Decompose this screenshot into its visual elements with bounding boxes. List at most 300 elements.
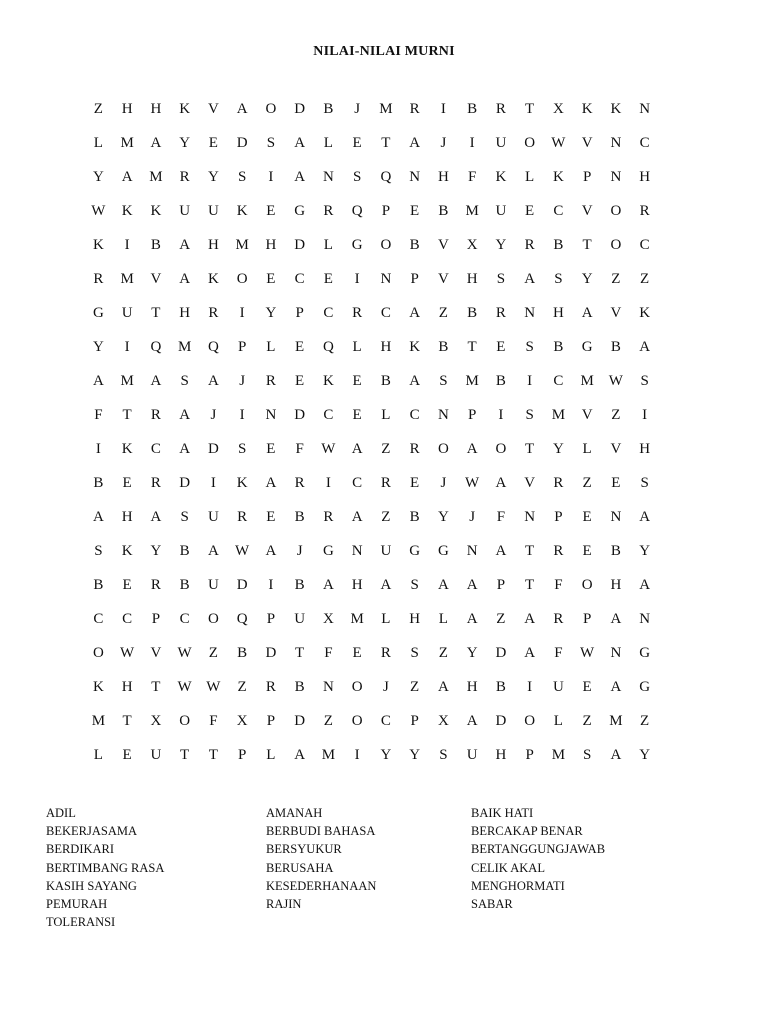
grid-letter: C xyxy=(553,203,564,219)
grid-row xyxy=(84,364,684,398)
grid-letter: A xyxy=(294,135,306,151)
grid-letter: O xyxy=(351,713,363,729)
grid-letter: L xyxy=(553,713,563,729)
grid-letter: A xyxy=(207,543,219,559)
grid-letter: E xyxy=(352,407,362,423)
grid-letter: D xyxy=(294,101,306,117)
grid-letter: V xyxy=(581,203,593,219)
grid-letter: A xyxy=(236,101,248,117)
grid-letter: A xyxy=(322,577,334,593)
grid-letter: R xyxy=(639,203,650,219)
grid-letter: E xyxy=(266,509,276,525)
grid-letter: H xyxy=(409,611,421,627)
grid-letter: J xyxy=(469,509,476,525)
grid-letter: F xyxy=(554,645,563,661)
grid-letter: C xyxy=(380,713,391,729)
grid-letter: R xyxy=(179,169,190,185)
grid-letter: B xyxy=(294,509,305,525)
grid-letter: H xyxy=(466,271,478,287)
grid-row xyxy=(84,670,684,704)
grid-letter: A xyxy=(639,509,651,525)
grid-letter: K xyxy=(92,679,104,695)
grid-letter: H xyxy=(552,305,564,321)
grid-letter: I xyxy=(354,747,360,763)
grid-letter: E xyxy=(295,339,305,355)
grid-letter: F xyxy=(94,407,103,423)
grid-letter: G xyxy=(409,543,421,559)
grid-letter: O xyxy=(524,713,536,729)
grid-letter: D xyxy=(265,645,277,661)
grid-row xyxy=(84,160,684,194)
grid-letter: V xyxy=(581,135,593,151)
grid-letter: Z xyxy=(438,645,448,661)
grid-letter: T xyxy=(122,407,132,423)
grid-letter: I xyxy=(95,441,101,457)
grid-letter: Z xyxy=(640,271,650,287)
grid-letter: M xyxy=(551,747,566,763)
grid-letter: R xyxy=(150,577,161,593)
grid-letter: O xyxy=(495,441,507,457)
grid-letter: T xyxy=(180,747,190,763)
grid-letter: F xyxy=(295,441,304,457)
grid-letter: U xyxy=(121,305,133,321)
grid-letter: H xyxy=(121,101,133,117)
grid-letter: S xyxy=(525,407,534,423)
grid-letter: R xyxy=(323,203,334,219)
grid-letter: M xyxy=(177,339,192,355)
grid-letter: P xyxy=(525,747,534,763)
grid-letter: M xyxy=(465,203,479,219)
grid-letter: K xyxy=(121,203,133,219)
grid-letter: U xyxy=(150,747,162,763)
grid-letter: B xyxy=(380,373,391,389)
grid-letter: S xyxy=(439,747,448,763)
grid-letter: Q xyxy=(150,339,162,355)
grid-letter: R xyxy=(265,373,276,389)
grid-letter: E xyxy=(410,475,420,491)
grid-letter: R xyxy=(150,407,161,423)
grid-letter: A xyxy=(150,509,162,525)
grid-letter: C xyxy=(179,611,190,627)
grid-letter: O xyxy=(207,611,219,627)
grid-letter: R xyxy=(553,543,564,559)
grid-letter: V xyxy=(524,475,536,491)
grid-letter: P xyxy=(554,509,563,525)
grid-letter: A xyxy=(179,271,191,287)
grid-letter: Y xyxy=(150,543,162,559)
grid-letter: X xyxy=(150,713,162,729)
grid-letter: T xyxy=(525,441,535,457)
grid-letter: S xyxy=(410,645,419,661)
grid-letter: R xyxy=(409,441,420,457)
grid-row xyxy=(84,738,684,772)
grid-row xyxy=(84,228,684,262)
grid-row xyxy=(84,330,684,364)
grid-letter: P xyxy=(496,577,506,593)
grid-letter: I xyxy=(642,407,648,423)
grid-row xyxy=(84,432,684,466)
grid-letter: G xyxy=(639,679,651,695)
grid-letter: B xyxy=(467,101,478,117)
grid-letter: Z xyxy=(93,101,103,117)
grid-letter: O xyxy=(179,713,191,729)
grid-letter: N xyxy=(524,305,536,321)
word-list-item: BERDIKARI xyxy=(46,842,115,857)
grid-letter: B xyxy=(610,543,621,559)
grid-letter: Z xyxy=(208,645,218,661)
grid-letter: L xyxy=(93,747,103,763)
grid-letter: A xyxy=(179,237,191,253)
word-list-item: BERTIMBANG RASA xyxy=(46,860,165,875)
grid-letter: S xyxy=(410,577,419,593)
grid-letter: U xyxy=(294,611,306,627)
grid-letter: P xyxy=(410,713,419,729)
grid-letter: U xyxy=(207,203,219,219)
grid-letter: B xyxy=(93,577,104,593)
grid-letter: W xyxy=(177,645,192,661)
grid-letter: W xyxy=(120,645,135,661)
grid-letter: C xyxy=(553,373,564,389)
word-list-item: BERBUDI BAHASA xyxy=(266,824,376,839)
grid-letter: I xyxy=(124,237,130,253)
grid-letter: L xyxy=(266,339,276,355)
grid-letter: B xyxy=(467,305,478,321)
grid-letter: E xyxy=(323,271,333,287)
grid-letter: A xyxy=(610,679,622,695)
grid-letter: S xyxy=(266,135,276,151)
grid-letter: B xyxy=(610,339,621,355)
grid-letter: D xyxy=(294,237,306,253)
grid-letter: T xyxy=(582,237,592,253)
grid-letter: H xyxy=(179,305,191,321)
grid-letter: I xyxy=(268,169,274,185)
grid-letter: Y xyxy=(265,305,277,321)
grid-letter: A xyxy=(380,577,392,593)
grid-letter: J xyxy=(382,679,389,695)
grid-letter: C xyxy=(323,305,334,321)
grid-letter: E xyxy=(122,577,132,593)
grid-letter: K xyxy=(207,271,219,287)
grid-letter: Z xyxy=(323,713,333,729)
grid-letter: Y xyxy=(581,271,593,287)
grid-letter: E xyxy=(122,747,132,763)
grid-letter: A xyxy=(179,407,191,423)
grid-letter: K xyxy=(179,101,191,117)
grid-letter: J xyxy=(210,407,217,423)
grid-letter: Y xyxy=(92,339,104,355)
grid-letter: A xyxy=(524,271,536,287)
grid-letter: N xyxy=(437,407,449,423)
grid-letter: G xyxy=(639,645,651,661)
grid-letter: R xyxy=(93,271,104,287)
grid-letter: F xyxy=(554,577,563,593)
grid-letter: A xyxy=(92,509,104,525)
grid-row xyxy=(84,568,684,602)
grid-letter: H xyxy=(437,169,449,185)
grid-letter: A xyxy=(179,441,191,457)
grid-letter: W xyxy=(580,645,595,661)
grid-letter: Q xyxy=(380,169,392,185)
word-list-item: CELIK AKAL xyxy=(471,860,545,875)
grid-letter: M xyxy=(580,373,594,389)
grid-letter: A xyxy=(92,373,104,389)
word-list-item: ADIL xyxy=(46,806,76,820)
grid-letter: S xyxy=(439,373,448,389)
grid-letter: Z xyxy=(496,611,506,627)
grid-letter: A xyxy=(409,305,421,321)
grid-letter: J xyxy=(296,543,303,559)
grid-letter: M xyxy=(120,135,134,151)
grid-letter: G xyxy=(322,543,334,559)
grid-letter: M xyxy=(465,373,479,389)
grid-letter: A xyxy=(294,169,306,185)
grid-letter: J xyxy=(440,135,447,151)
grid-letter: U xyxy=(207,577,219,593)
grid-letter: B xyxy=(93,475,104,491)
grid-letter: L xyxy=(582,441,592,457)
grid-letter: J xyxy=(440,475,447,491)
grid-letter: R xyxy=(524,237,535,253)
grid-letter: Y xyxy=(466,645,478,661)
grid-letter: S xyxy=(525,339,534,355)
grid-letter: I xyxy=(268,577,274,593)
grid-letter: O xyxy=(437,441,449,457)
grid-letter: E xyxy=(266,271,276,287)
grid-letter: P xyxy=(582,169,592,185)
grid-letter: U xyxy=(207,509,219,525)
grid-letter: B xyxy=(179,543,190,559)
grid-letter: P xyxy=(410,271,419,287)
grid-letter: D xyxy=(495,713,507,729)
grid-letter: Y xyxy=(92,169,104,185)
grid-letter: S xyxy=(352,169,362,185)
grid-letter: O xyxy=(524,135,536,151)
grid-letter: J xyxy=(239,373,246,389)
grid-letter: V xyxy=(437,237,449,253)
grid-letter: R xyxy=(495,305,506,321)
grid-letter: E xyxy=(611,475,621,491)
grid-letter: B xyxy=(237,645,248,661)
grid-letter: Y xyxy=(552,441,564,457)
grid-letter: Q xyxy=(351,203,363,219)
grid-letter: O xyxy=(610,203,622,219)
grid-letter: A xyxy=(524,645,536,661)
grid-letter: A xyxy=(639,339,651,355)
grid-letter: A xyxy=(610,611,622,627)
grid-letter: D xyxy=(179,475,191,491)
grid-letter: R xyxy=(208,305,219,321)
grid-letter: E xyxy=(582,509,592,525)
word-list-item: AMANAH xyxy=(266,806,323,820)
grid-letter: K xyxy=(92,237,104,253)
grid-letter: O xyxy=(610,237,622,253)
grid-letter: Y xyxy=(409,747,421,763)
grid-letter: O xyxy=(581,577,593,593)
grid-letter: V xyxy=(610,305,622,321)
grid-row xyxy=(84,398,684,432)
grid-letter: W xyxy=(465,475,480,491)
grid-letter: L xyxy=(381,611,391,627)
grid-letter: R xyxy=(237,509,248,525)
word-list-item: BEKERJASAMA xyxy=(46,824,137,839)
grid-letter: Z xyxy=(582,713,592,729)
grid-letter: B xyxy=(438,339,449,355)
grid-letter: H xyxy=(466,679,478,695)
grid-letter: K xyxy=(121,441,133,457)
word-search-grid xyxy=(84,92,684,772)
grid-letter: L xyxy=(266,747,276,763)
grid-letter: W xyxy=(206,679,221,695)
word-list-column-3 xyxy=(471,804,605,913)
word-list-item: BAIK HATI xyxy=(471,806,534,820)
grid-letter: N xyxy=(610,169,622,185)
grid-letter: D xyxy=(294,713,306,729)
grid-letter: U xyxy=(552,679,564,695)
word-list-item: MENGHORMATI xyxy=(471,878,565,893)
grid-letter: B xyxy=(553,237,564,253)
grid-letter: A xyxy=(610,747,622,763)
grid-letter: S xyxy=(582,747,592,763)
grid-letter: A xyxy=(150,135,162,151)
grid-letter: A xyxy=(581,305,593,321)
grid-letter: J xyxy=(354,101,361,117)
grid-letter: L xyxy=(352,339,362,355)
grid-letter: T xyxy=(122,713,132,729)
grid-row xyxy=(84,194,684,228)
grid-letter: H xyxy=(150,101,162,117)
grid-letter: M xyxy=(120,271,134,287)
grid-letter: C xyxy=(409,407,420,423)
grid-letter: G xyxy=(92,305,104,321)
grid-letter: U xyxy=(380,543,392,559)
grid-letter: C xyxy=(150,441,161,457)
grid-letter: N xyxy=(351,543,363,559)
grid-letter: L xyxy=(323,237,333,253)
grid-letter: M xyxy=(149,169,163,185)
grid-letter: X xyxy=(466,237,478,253)
grid-letter: M xyxy=(551,407,566,423)
grid-letter: C xyxy=(323,407,334,423)
grid-letter: Y xyxy=(639,747,651,763)
word-list-item: BERUSAHA xyxy=(266,860,334,875)
word-list-item: BERSYUKUR xyxy=(266,842,342,857)
grid-letter: S xyxy=(640,373,649,389)
grid-letter: O xyxy=(380,237,392,253)
grid-row xyxy=(84,466,684,500)
grid-letter: A xyxy=(121,169,133,185)
grid-letter: E xyxy=(582,679,592,695)
grid-letter: R xyxy=(380,475,391,491)
grid-letter: B xyxy=(294,577,305,593)
grid-letter: W xyxy=(551,135,566,151)
grid-letter: S xyxy=(640,475,649,491)
grid-letter: K xyxy=(639,305,651,321)
word-list-item: BERCAKAP BENAR xyxy=(471,824,583,839)
grid-letter: P xyxy=(295,305,304,321)
grid-letter: K xyxy=(552,169,564,185)
grid-letter: A xyxy=(466,577,478,593)
grid-letter: N xyxy=(524,509,536,525)
grid-letter: U xyxy=(495,135,507,151)
grid-row xyxy=(84,92,684,126)
grid-letter: K xyxy=(236,203,248,219)
grid-letter: T xyxy=(525,101,535,117)
grid-letter: Z xyxy=(381,509,391,525)
grid-row xyxy=(84,704,684,738)
grid-letter: N xyxy=(639,611,651,627)
grid-letter: N xyxy=(322,679,334,695)
grid-letter: I xyxy=(527,679,533,695)
grid-letter: E xyxy=(496,339,506,355)
grid-letter: E xyxy=(410,203,420,219)
grid-letter: A xyxy=(150,373,162,389)
grid-letter: S xyxy=(237,169,247,185)
grid-letter: T xyxy=(525,543,535,559)
word-list-column-2 xyxy=(266,804,376,913)
grid-letter: M xyxy=(350,611,364,627)
grid-letter: G xyxy=(294,203,306,219)
grid-letter: B xyxy=(409,509,420,525)
grid-letter: C xyxy=(352,475,363,491)
grid-letter: K xyxy=(322,373,334,389)
grid-letter: H xyxy=(639,169,651,185)
grid-letter: R xyxy=(294,475,305,491)
grid-letter: I xyxy=(239,407,245,423)
grid-letter: H xyxy=(121,679,133,695)
grid-letter: E xyxy=(352,645,362,661)
grid-letter: P xyxy=(582,611,592,627)
grid-letter: L xyxy=(93,135,103,151)
grid-letter: G xyxy=(437,543,449,559)
grid-letter: E xyxy=(352,135,362,151)
grid-letter: H xyxy=(495,747,507,763)
grid-letter: R xyxy=(150,475,161,491)
grid-letter: H xyxy=(207,237,219,253)
grid-letter: H xyxy=(351,577,363,593)
grid-letter: A xyxy=(466,713,478,729)
grid-letter: Z xyxy=(582,475,592,491)
grid-letter: Z xyxy=(611,407,621,423)
grid-letter: L xyxy=(381,407,391,423)
grid-letter: E xyxy=(582,543,592,559)
grid-letter: R xyxy=(265,679,276,695)
grid-letter: C xyxy=(294,271,305,287)
grid-letter: B xyxy=(495,679,506,695)
grid-letter: I xyxy=(469,135,475,151)
grid-letter: G xyxy=(581,339,593,355)
grid-letter: N xyxy=(610,645,622,661)
grid-letter: A xyxy=(409,135,421,151)
grid-letter: R xyxy=(352,305,363,321)
grid-letter: A xyxy=(265,543,277,559)
word-list-item: SABAR xyxy=(471,897,513,912)
grid-letter: B xyxy=(409,237,420,253)
grid-letter: T xyxy=(208,747,218,763)
word-list xyxy=(0,804,768,944)
grid-letter: S xyxy=(554,271,563,287)
grid-letter: A xyxy=(437,679,449,695)
grid-letter: X xyxy=(236,713,248,729)
grid-letter: N xyxy=(265,407,277,423)
grid-letter: F xyxy=(324,645,333,661)
grid-letter: Y xyxy=(437,509,449,525)
grid-letter: H xyxy=(610,577,622,593)
grid-letter: C xyxy=(639,135,650,151)
grid-letter: W xyxy=(91,203,106,219)
grid-letter: I xyxy=(527,373,533,389)
grid-letter: U xyxy=(495,203,507,219)
word-list-item: KESEDERHANAAN xyxy=(266,878,377,893)
